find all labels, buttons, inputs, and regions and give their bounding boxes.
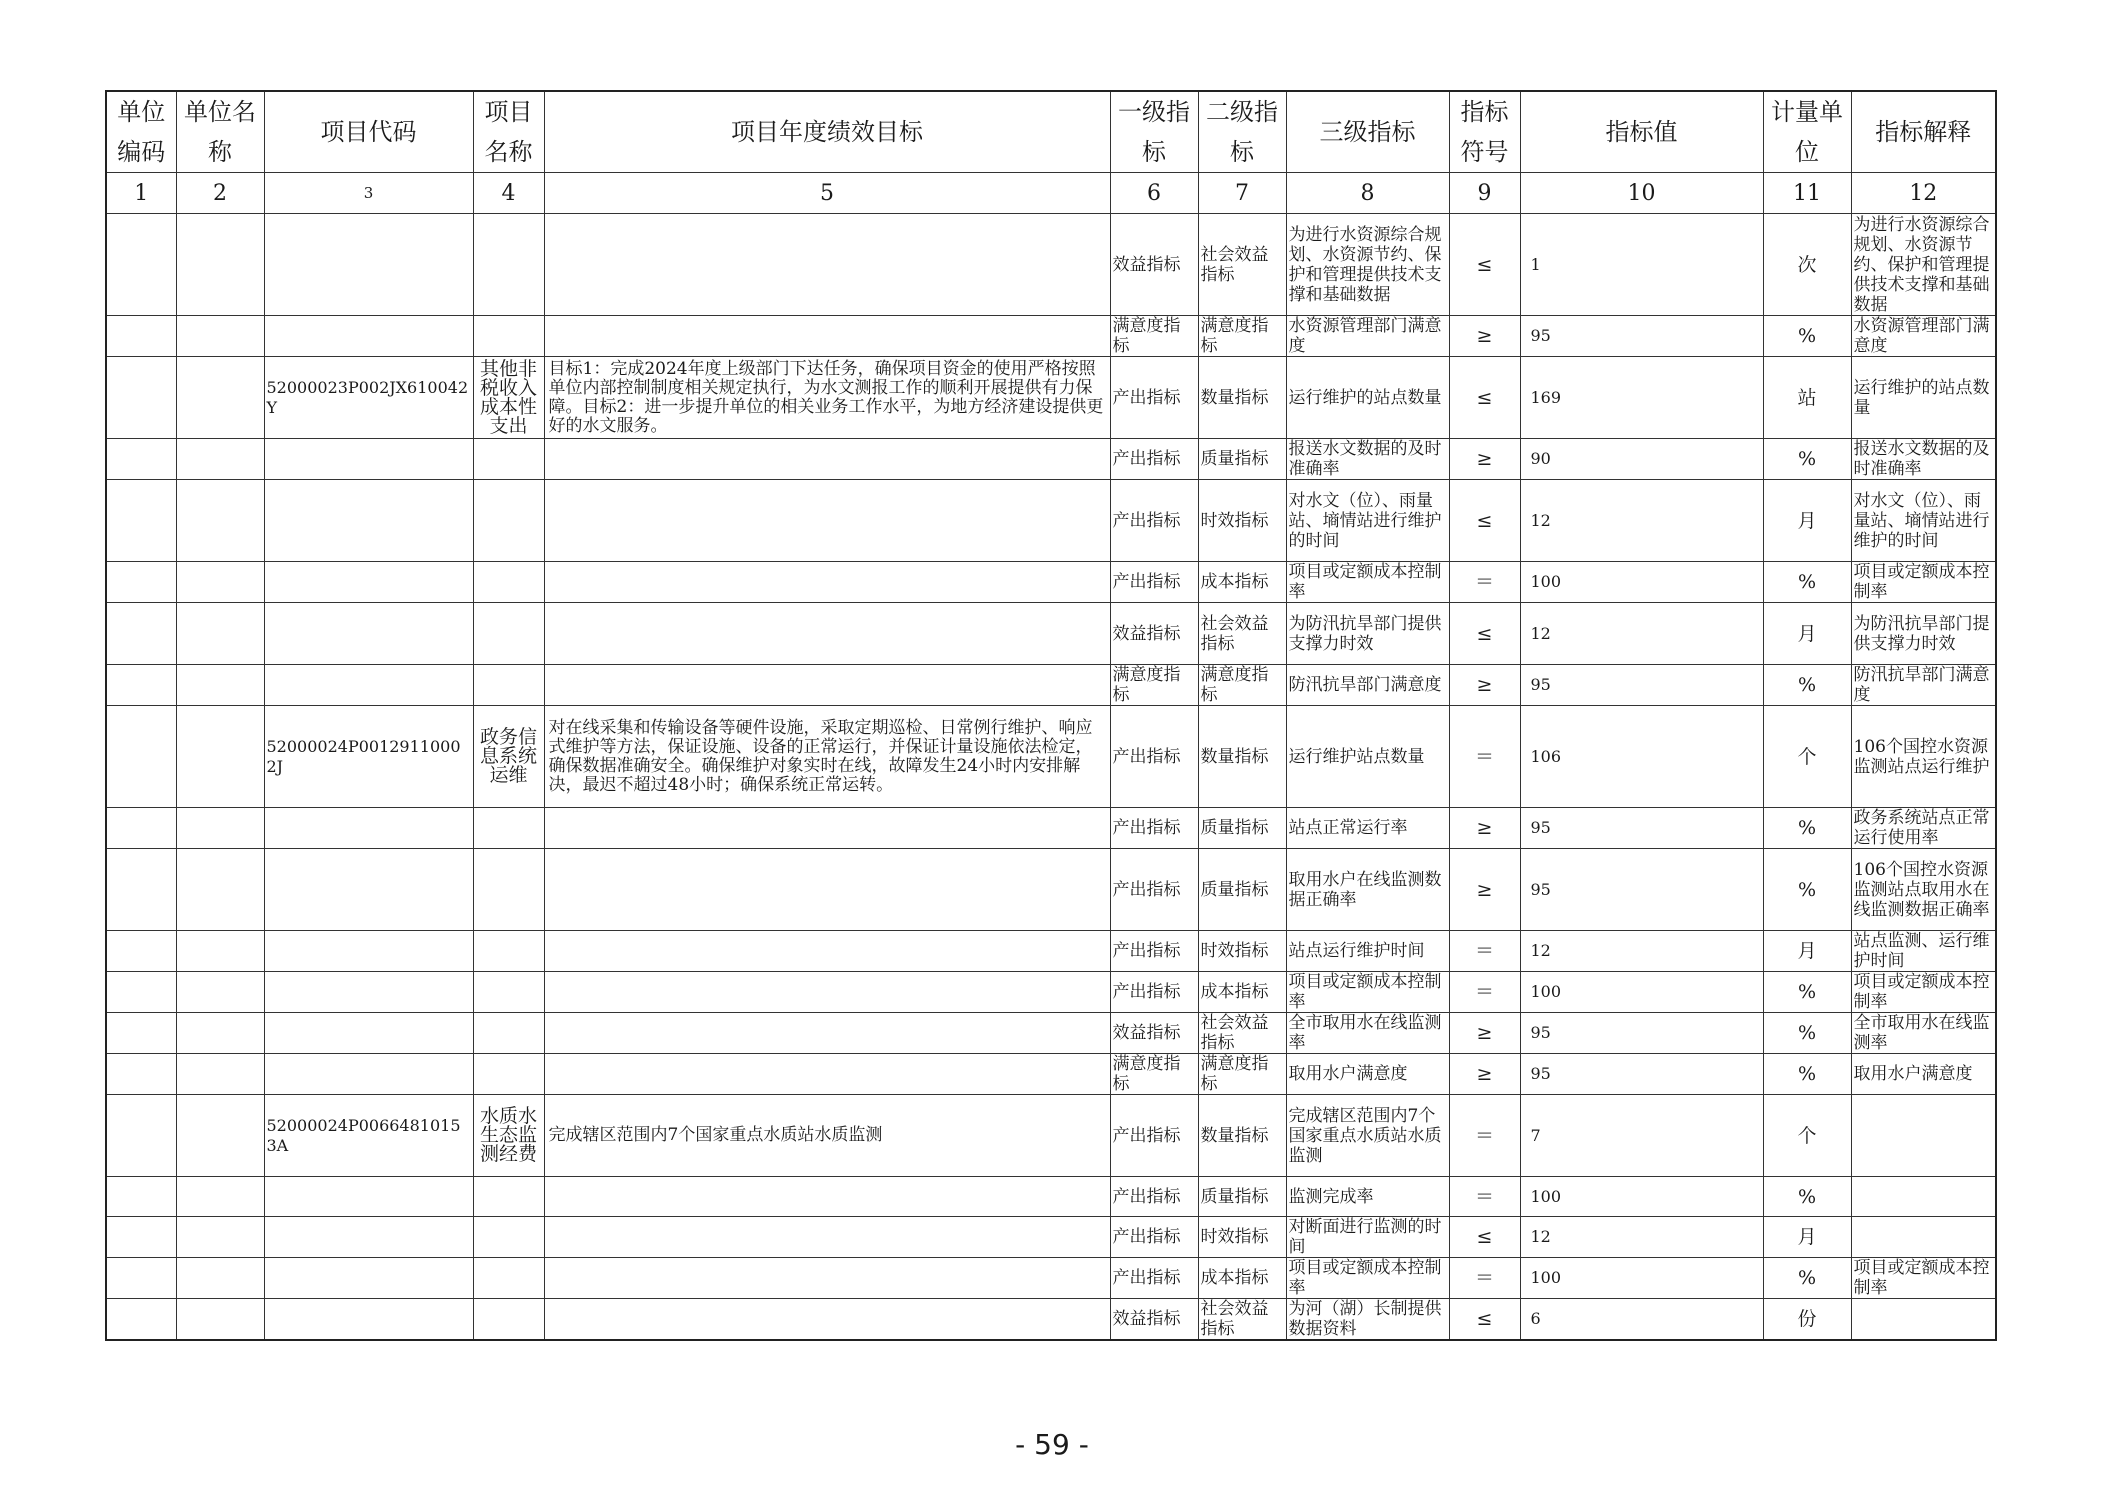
project-name-cell: [473, 808, 544, 849]
table-row: [106, 439, 1996, 480]
column-number: 3: [264, 173, 473, 214]
project-code-cell: [264, 808, 473, 849]
indicator-value-cell: 100: [1520, 1177, 1763, 1217]
header-unit-code: 单位编码: [106, 91, 176, 173]
column-number: 1: [106, 173, 176, 214]
indicator-value-cell: 95: [1520, 1054, 1763, 1095]
unit-code-cell: [106, 931, 176, 972]
indicator-value-cell: 95: [1520, 1013, 1763, 1054]
level1-indicator-cell: 产出指标: [1110, 439, 1198, 480]
table-row: [106, 808, 1996, 849]
annual-goal-cell: [544, 562, 1110, 603]
annual-goal-cell: [544, 439, 1110, 480]
project-code-cell: [264, 931, 473, 972]
project-name-cell: [473, 1258, 544, 1299]
performance-table: [105, 90, 1997, 1341]
level1-indicator-cell: 产出指标: [1110, 1095, 1198, 1177]
level2-indicator-cell: 成本指标: [1198, 562, 1286, 603]
measure-unit-cell: %: [1763, 665, 1851, 706]
level1-indicator-cell: 产出指标: [1110, 562, 1198, 603]
measure-unit-cell: %: [1763, 808, 1851, 849]
level2-indicator-cell: 时效指标: [1198, 1217, 1286, 1258]
unit-name-cell: [176, 1054, 264, 1095]
column-number: 12: [1851, 173, 1996, 214]
level2-indicator-cell: 时效指标: [1198, 480, 1286, 562]
annual-goal-cell: [544, 1258, 1110, 1299]
project-name-cell: [473, 1299, 544, 1341]
level2-indicator-cell: 质量指标: [1198, 849, 1286, 931]
project-name-cell: [473, 562, 544, 603]
unit-name-cell: [176, 214, 264, 316]
project-code-cell: [264, 1054, 473, 1095]
annual-goal-cell: [544, 1177, 1110, 1217]
unit-code-cell: [106, 357, 176, 439]
annual-goal-cell: 目标1：完成2024年度上级部门下达任务，确保项目资金的使用严格按照单位内部控制制度相关规定执行，为水文测报工作的顺利开展提供有力保障。目标2：进一步提升单位的相关业务工作水平，为地方经济建设提供更好的水文服务。: [544, 357, 1110, 439]
unit-code-cell: [106, 214, 176, 316]
unit-code-cell: [106, 808, 176, 849]
level1-indicator-cell: 满意度指标: [1110, 316, 1198, 357]
project-code-cell: [264, 439, 473, 480]
annual-goal-cell: [544, 849, 1110, 931]
level1-indicator-cell: 产出指标: [1110, 1258, 1198, 1299]
level2-indicator-cell: 满意度指标: [1198, 316, 1286, 357]
unit-name-cell: [176, 849, 264, 931]
indicator-symbol-cell: ＝: [1449, 1177, 1520, 1217]
indicator-symbol-cell: ≤: [1449, 357, 1520, 439]
indicator-symbol-cell: ≤: [1449, 1299, 1520, 1341]
project-name-cell: [473, 1177, 544, 1217]
project-name-cell: [473, 665, 544, 706]
indicator-explanation-cell: 报送水文数据的及时准确率: [1851, 439, 1996, 480]
table-row: [106, 562, 1996, 603]
indicator-explanation-cell: 项目或定额成本控制率: [1851, 1258, 1996, 1299]
project-name-cell: [473, 439, 544, 480]
table-row: [106, 1054, 1996, 1095]
level1-indicator-cell: 产出指标: [1110, 357, 1198, 439]
project-name-cell: 政务信息系统运维: [473, 706, 544, 808]
level1-indicator-cell: 产出指标: [1110, 849, 1198, 931]
table-row: [106, 603, 1996, 665]
project-name-cell: [473, 972, 544, 1013]
unit-name-cell: [176, 357, 264, 439]
level3-indicator-cell: 为防汛抗旱部门提供支撑力时效: [1286, 603, 1449, 665]
indicator-symbol-cell: ≥: [1449, 665, 1520, 706]
indicator-explanation-cell: 运行维护的站点数量: [1851, 357, 1996, 439]
level3-indicator-cell: 运行维护的站点数量: [1286, 357, 1449, 439]
annual-goal-cell: [544, 808, 1110, 849]
project-code-cell: [264, 480, 473, 562]
table-row: [106, 931, 1996, 972]
project-name-cell: 其他非税收入成本性支出: [473, 357, 544, 439]
unit-code-cell: [106, 439, 176, 480]
header-annual-goal: 项目年度绩效目标: [544, 91, 1110, 173]
indicator-explanation-cell: [1851, 1217, 1996, 1258]
indicator-explanation-cell: 站点监测、运行维护时间: [1851, 931, 1996, 972]
page-number: - 59 -: [1015, 1428, 1089, 1461]
level1-indicator-cell: 效益指标: [1110, 1013, 1198, 1054]
indicator-symbol-cell: ＝: [1449, 972, 1520, 1013]
header-value: 指标值: [1520, 91, 1763, 173]
level1-indicator-cell: 满意度指标: [1110, 665, 1198, 706]
unit-name-cell: [176, 808, 264, 849]
table-row: [106, 316, 1996, 357]
annual-goal-cell: 对在线采集和传输设备等硬件设施，采取定期巡检、日常例行维护、响应式维护等方法，保证设施、设备的正常运行，并保证计量设施依法检定，确保数据准确安全。确保维护对象实时在线，故障发生24小时内安排解决，最迟不超过48小时；确保系统正常运转。: [544, 706, 1110, 808]
indicator-value-cell: 169: [1520, 357, 1763, 439]
measure-unit-cell: %: [1763, 1054, 1851, 1095]
unit-code-cell: [106, 706, 176, 808]
unit-name-cell: [176, 1258, 264, 1299]
annual-goal-cell: [544, 1054, 1110, 1095]
unit-code-cell: [106, 972, 176, 1013]
level3-indicator-cell: 项目或定额成本控制率: [1286, 1258, 1449, 1299]
indicator-symbol-cell: ＝: [1449, 931, 1520, 972]
level2-indicator-cell: 成本指标: [1198, 1258, 1286, 1299]
indicator-explanation-cell: 项目或定额成本控制率: [1851, 562, 1996, 603]
indicator-explanation-cell: 防汛抗旱部门满意度: [1851, 665, 1996, 706]
indicator-explanation-cell: 对水文（位）、雨量站、墒情站进行维护的时间: [1851, 480, 1996, 562]
unit-code-cell: [106, 480, 176, 562]
project-name-cell: [473, 931, 544, 972]
level1-indicator-cell: 满意度指标: [1110, 1054, 1198, 1095]
project-code-cell: [264, 1217, 473, 1258]
indicator-explanation-cell: [1851, 1095, 1996, 1177]
header-unit: 计量单位: [1763, 91, 1851, 173]
level1-indicator-cell: 产出指标: [1110, 808, 1198, 849]
measure-unit-cell: %: [1763, 1013, 1851, 1054]
unit-code-cell: [106, 1095, 176, 1177]
measure-unit-cell: 月: [1763, 603, 1851, 665]
indicator-explanation-cell: 全市取用水在线监测率: [1851, 1013, 1996, 1054]
project-name-cell: [473, 480, 544, 562]
project-code-cell: [264, 214, 473, 316]
indicator-value-cell: 95: [1520, 849, 1763, 931]
indicator-symbol-cell: ≤: [1449, 603, 1520, 665]
project-code-cell: 52000024P00664810153A: [264, 1095, 473, 1177]
level2-indicator-cell: 数量指标: [1198, 357, 1286, 439]
indicator-symbol-cell: ≥: [1449, 1013, 1520, 1054]
unit-name-cell: [176, 1177, 264, 1217]
level3-indicator-cell: 项目或定额成本控制率: [1286, 972, 1449, 1013]
header-symbol: 指标符号: [1449, 91, 1520, 173]
indicator-symbol-cell: ＝: [1449, 562, 1520, 603]
project-code-cell: [264, 1013, 473, 1054]
indicator-explanation-cell: [1851, 1177, 1996, 1217]
unit-name-cell: [176, 316, 264, 357]
level2-indicator-cell: 社会效益指标: [1198, 214, 1286, 316]
indicator-symbol-cell: ＝: [1449, 1095, 1520, 1177]
level3-indicator-cell: 站点运行维护时间: [1286, 931, 1449, 972]
level3-indicator-cell: 完成辖区范围内7个国家重点水质站水质监测: [1286, 1095, 1449, 1177]
project-code-cell: [264, 972, 473, 1013]
indicator-symbol-cell: ≥: [1449, 849, 1520, 931]
level1-indicator-cell: 产出指标: [1110, 480, 1198, 562]
header-project-name: 项目名称: [473, 91, 544, 173]
level3-indicator-cell: 为进行水资源综合规划、水资源节约、保护和管理提供技术支撑和基础数据: [1286, 214, 1449, 316]
level3-indicator-cell: 取用水户在线监测数据正确率: [1286, 849, 1449, 931]
table-row: [106, 1217, 1996, 1258]
project-name-cell: [473, 603, 544, 665]
indicator-explanation-cell: [1851, 1299, 1996, 1341]
project-code-cell: [264, 1258, 473, 1299]
header-row: [106, 91, 1996, 173]
annual-goal-cell: [544, 480, 1110, 562]
unit-code-cell: [106, 849, 176, 931]
indicator-symbol-cell: ≤: [1449, 480, 1520, 562]
measure-unit-cell: %: [1763, 972, 1851, 1013]
measure-unit-cell: 月: [1763, 1217, 1851, 1258]
table-row: [106, 706, 1996, 808]
indicator-symbol-cell: ≥: [1449, 1054, 1520, 1095]
column-number: 7: [1198, 173, 1286, 214]
column-number-row: [106, 173, 1996, 214]
unit-name-cell: [176, 972, 264, 1013]
table-row: [106, 1095, 1996, 1177]
indicator-value-cell: 100: [1520, 1258, 1763, 1299]
indicator-explanation-cell: 取用水户满意度: [1851, 1054, 1996, 1095]
level1-indicator-cell: 产出指标: [1110, 706, 1198, 808]
level2-indicator-cell: 社会效益指标: [1198, 603, 1286, 665]
project-code-cell: [264, 603, 473, 665]
indicator-explanation-cell: 政务系统站点正常运行使用率: [1851, 808, 1996, 849]
table-row: [106, 480, 1996, 562]
level1-indicator-cell: 效益指标: [1110, 603, 1198, 665]
column-number: 8: [1286, 173, 1449, 214]
level3-indicator-cell: 对断面进行监测的时间: [1286, 1217, 1449, 1258]
table-body: [106, 214, 1996, 1341]
project-code-cell: [264, 562, 473, 603]
level3-indicator-cell: 项目或定额成本控制率: [1286, 562, 1449, 603]
table-row: [106, 1177, 1996, 1217]
level2-indicator-cell: 质量指标: [1198, 808, 1286, 849]
level1-indicator-cell: 产出指标: [1110, 1217, 1198, 1258]
level3-indicator-cell: 全市取用水在线监测率: [1286, 1013, 1449, 1054]
level2-indicator-cell: 时效指标: [1198, 931, 1286, 972]
column-number: 5: [544, 173, 1110, 214]
unit-code-cell: [106, 1258, 176, 1299]
level2-indicator-cell: 满意度指标: [1198, 1054, 1286, 1095]
unit-code-cell: [106, 1054, 176, 1095]
header-level1: 一级指标: [1110, 91, 1198, 173]
table-row: [106, 214, 1996, 316]
column-number: 4: [473, 173, 544, 214]
measure-unit-cell: 月: [1763, 480, 1851, 562]
unit-name-cell: [176, 665, 264, 706]
unit-name-cell: [176, 1013, 264, 1054]
column-number: 11: [1763, 173, 1851, 214]
project-code-cell: [264, 1177, 473, 1217]
indicator-symbol-cell: ≥: [1449, 439, 1520, 480]
measure-unit-cell: %: [1763, 316, 1851, 357]
measure-unit-cell: %: [1763, 849, 1851, 931]
indicator-value-cell: 90: [1520, 439, 1763, 480]
project-code-cell: [264, 316, 473, 357]
project-code-cell: [264, 849, 473, 931]
level2-indicator-cell: 数量指标: [1198, 706, 1286, 808]
level1-indicator-cell: 效益指标: [1110, 1299, 1198, 1341]
header-project-code: 项目代码: [264, 91, 473, 173]
level3-indicator-cell: 报送水文数据的及时准确率: [1286, 439, 1449, 480]
project-name-cell: [473, 214, 544, 316]
unit-name-cell: [176, 1299, 264, 1341]
indicator-value-cell: 12: [1520, 480, 1763, 562]
indicator-value-cell: 12: [1520, 603, 1763, 665]
annual-goal-cell: [544, 665, 1110, 706]
indicator-symbol-cell: ≤: [1449, 1217, 1520, 1258]
column-number: 6: [1110, 173, 1198, 214]
indicator-symbol-cell: ≥: [1449, 808, 1520, 849]
indicator-value-cell: 1: [1520, 214, 1763, 316]
unit-code-cell: [106, 1217, 176, 1258]
level2-indicator-cell: 满意度指标: [1198, 665, 1286, 706]
level3-indicator-cell: 为河（湖）长制提供数据资料: [1286, 1299, 1449, 1341]
measure-unit-cell: 月: [1763, 931, 1851, 972]
level3-indicator-cell: 水资源管理部门满意度: [1286, 316, 1449, 357]
measure-unit-cell: 站: [1763, 357, 1851, 439]
header-level2: 二级指标: [1198, 91, 1286, 173]
level1-indicator-cell: 产出指标: [1110, 972, 1198, 1013]
level2-indicator-cell: 质量指标: [1198, 439, 1286, 480]
indicator-explanation-cell: 106个国控水资源监测站点运行维护: [1851, 706, 1996, 808]
table-row: [106, 1013, 1996, 1054]
annual-goal-cell: [544, 931, 1110, 972]
unit-name-cell: [176, 931, 264, 972]
indicator-value-cell: 7: [1520, 1095, 1763, 1177]
level3-indicator-cell: 对水文（位）、雨量站、墒情站进行维护的时间: [1286, 480, 1449, 562]
annual-goal-cell: [544, 1217, 1110, 1258]
measure-unit-cell: 次: [1763, 214, 1851, 316]
indicator-explanation-cell: 为防汛抗旱部门提供支撑力时效: [1851, 603, 1996, 665]
project-name-cell: [473, 1054, 544, 1095]
indicator-value-cell: 12: [1520, 1217, 1763, 1258]
indicator-explanation-cell: 水资源管理部门满意度: [1851, 316, 1996, 357]
unit-name-cell: [176, 562, 264, 603]
indicator-explanation-cell: 项目或定额成本控制率: [1851, 972, 1996, 1013]
unit-name-cell: [176, 439, 264, 480]
annual-goal-cell: [544, 972, 1110, 1013]
project-name-cell: [473, 316, 544, 357]
level1-indicator-cell: 产出指标: [1110, 1177, 1198, 1217]
unit-code-cell: [106, 562, 176, 603]
project-name-cell: [473, 849, 544, 931]
level3-indicator-cell: 运行维护站点数量: [1286, 706, 1449, 808]
measure-unit-cell: %: [1763, 1258, 1851, 1299]
indicator-value-cell: 100: [1520, 562, 1763, 603]
annual-goal-cell: [544, 214, 1110, 316]
unit-name-cell: [176, 1095, 264, 1177]
unit-code-cell: [106, 1299, 176, 1341]
measure-unit-cell: %: [1763, 562, 1851, 603]
project-code-cell: [264, 1299, 473, 1341]
indicator-value-cell: 95: [1520, 665, 1763, 706]
level1-indicator-cell: 产出指标: [1110, 931, 1198, 972]
indicator-value-cell: 12: [1520, 931, 1763, 972]
unit-code-cell: [106, 1013, 176, 1054]
project-code-cell: 52000024P00129110002J: [264, 706, 473, 808]
unit-name-cell: [176, 603, 264, 665]
unit-code-cell: [106, 665, 176, 706]
header-explanation: 指标解释: [1851, 91, 1996, 173]
level2-indicator-cell: 质量指标: [1198, 1177, 1286, 1217]
indicator-value-cell: 100: [1520, 972, 1763, 1013]
table-row: [106, 849, 1996, 931]
indicator-explanation-cell: 为进行水资源综合规划、水资源节约、保护和管理提供技术支撑和基础数据: [1851, 214, 1996, 316]
table-row: [106, 972, 1996, 1013]
column-number: 10: [1520, 173, 1763, 214]
indicator-explanation-cell: 106个国控水资源监测站点取用水在线监测数据正确率: [1851, 849, 1996, 931]
project-code-cell: 52000023P002JX610042Y: [264, 357, 473, 439]
project-name-cell: 水质水生态监测经费: [473, 1095, 544, 1177]
indicator-value-cell: 106: [1520, 706, 1763, 808]
measure-unit-cell: 个: [1763, 1095, 1851, 1177]
header-unit-name: 单位名称: [176, 91, 264, 173]
unit-code-cell: [106, 316, 176, 357]
project-name-cell: [473, 1013, 544, 1054]
project-name-cell: [473, 1217, 544, 1258]
project-code-cell: [264, 665, 473, 706]
annual-goal-cell: [544, 316, 1110, 357]
unit-code-cell: [106, 603, 176, 665]
annual-goal-cell: 完成辖区范围内7个国家重点水质站水质监测: [544, 1095, 1110, 1177]
indicator-symbol-cell: ≤: [1449, 214, 1520, 316]
level2-indicator-cell: 社会效益指标: [1198, 1299, 1286, 1341]
indicator-value-cell: 95: [1520, 808, 1763, 849]
level3-indicator-cell: 取用水户满意度: [1286, 1054, 1449, 1095]
indicator-value-cell: 95: [1520, 316, 1763, 357]
annual-goal-cell: [544, 1013, 1110, 1054]
table-row: [106, 1299, 1996, 1341]
column-number: 9: [1449, 173, 1520, 214]
measure-unit-cell: 个: [1763, 706, 1851, 808]
indicator-symbol-cell: ＝: [1449, 1258, 1520, 1299]
table-row: [106, 665, 1996, 706]
indicator-symbol-cell: ≥: [1449, 316, 1520, 357]
level2-indicator-cell: 数量指标: [1198, 1095, 1286, 1177]
level2-indicator-cell: 成本指标: [1198, 972, 1286, 1013]
level3-indicator-cell: 站点正常运行率: [1286, 808, 1449, 849]
unit-name-cell: [176, 706, 264, 808]
measure-unit-cell: %: [1763, 1177, 1851, 1217]
level1-indicator-cell: 效益指标: [1110, 214, 1198, 316]
annual-goal-cell: [544, 603, 1110, 665]
header-level3: 三级指标: [1286, 91, 1449, 173]
table-row: [106, 1258, 1996, 1299]
unit-code-cell: [106, 1177, 176, 1217]
measure-unit-cell: %: [1763, 439, 1851, 480]
column-number: 2: [176, 173, 264, 214]
level3-indicator-cell: 监测完成率: [1286, 1177, 1449, 1217]
unit-name-cell: [176, 1217, 264, 1258]
level2-indicator-cell: 社会效益指标: [1198, 1013, 1286, 1054]
annual-goal-cell: [544, 1299, 1110, 1341]
unit-name-cell: [176, 480, 264, 562]
indicator-symbol-cell: ＝: [1449, 706, 1520, 808]
level3-indicator-cell: 防汛抗旱部门满意度: [1286, 665, 1449, 706]
indicator-value-cell: 6: [1520, 1299, 1763, 1341]
measure-unit-cell: 份: [1763, 1299, 1851, 1341]
table-row: [106, 357, 1996, 439]
